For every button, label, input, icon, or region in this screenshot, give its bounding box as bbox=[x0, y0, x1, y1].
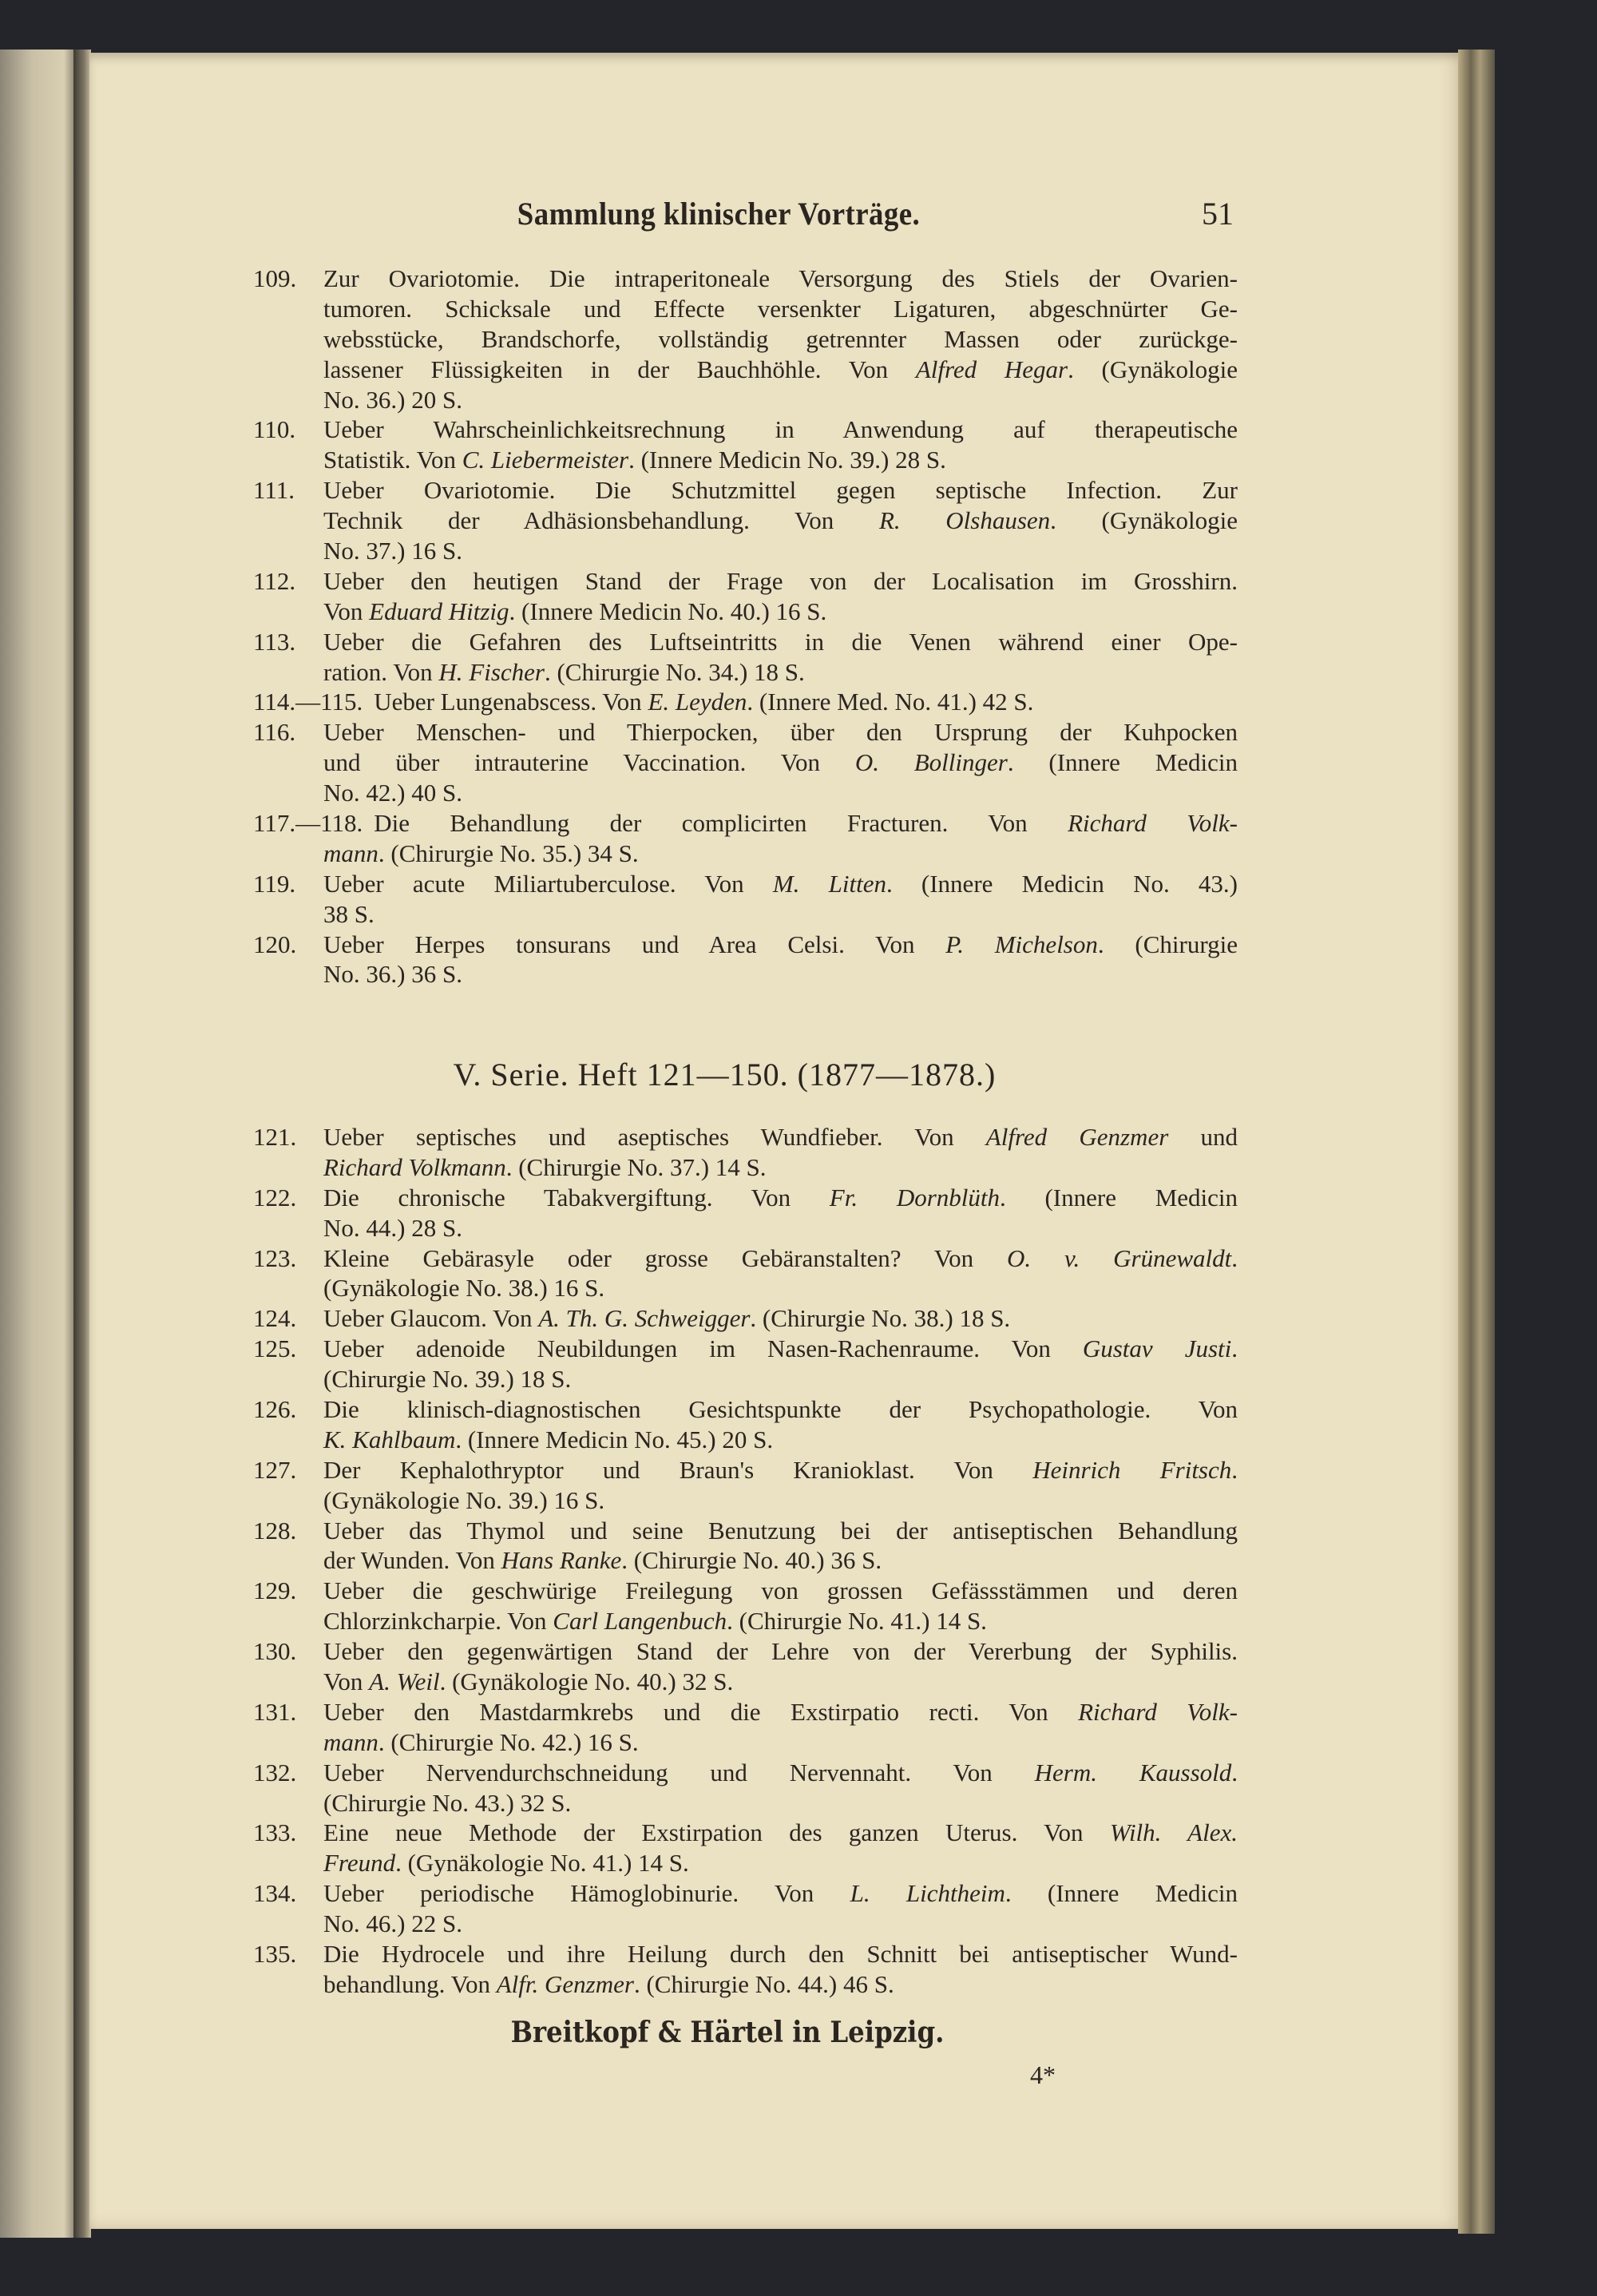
entry-text: . (Innere Medicin bbox=[1005, 1879, 1238, 1908]
entry-line bbox=[253, 414, 1238, 445]
entry-text: No. 36.) 36 S. bbox=[323, 960, 462, 989]
list-entry bbox=[253, 1818, 1238, 1878]
entry-text: Zur Ovariotomie. Die intraperitoneale Versorgung des Stiels der Ovarien- bbox=[323, 264, 1238, 292]
entry-text: . (Gynäkologie No. 40.) 32 S. bbox=[439, 1667, 734, 1696]
entry-text: und über intrauterine Vaccination. Von bbox=[323, 748, 855, 777]
entry-text: . bbox=[1231, 1455, 1238, 1484]
entry-text: Ueber adenoide Neubildungen im Nasen-Rachenraume. Von bbox=[323, 1334, 1083, 1363]
entry-text: . (Chirurgie No. 41.) 14 S. bbox=[727, 1607, 987, 1636]
author-name: Alfr. Genzmer bbox=[496, 1969, 634, 1998]
entry-line bbox=[253, 1606, 1238, 1636]
entry-text: . bbox=[1231, 1758, 1238, 1786]
list-entry bbox=[253, 1758, 1238, 1818]
author-name: O. Bollinger bbox=[854, 748, 1008, 777]
author-name: Fr. Dornblüth bbox=[829, 1183, 1001, 1211]
entry-text: Statistik. Von bbox=[323, 446, 462, 474]
publisher-imprint: Breitkopf & Härtel in Leipzig. bbox=[510, 2016, 945, 2049]
entry-text: Die Behandlung der complicirten Fracturen. Von bbox=[374, 809, 1068, 838]
entry-line bbox=[253, 1636, 1238, 1667]
entry-text: . (Innere Medicin No. 45.) 20 S. bbox=[455, 1425, 774, 1453]
entry-text: ration. Von bbox=[323, 657, 439, 686]
entry-text: No. 46.) 22 S. bbox=[323, 1909, 462, 1938]
author-name: Herm. Kaussold bbox=[1034, 1758, 1232, 1786]
entry-text: 38 S. bbox=[323, 899, 374, 928]
entry-number: 131. bbox=[253, 1697, 297, 1726]
list-entry bbox=[253, 717, 1238, 808]
list-entry bbox=[253, 1303, 1238, 1334]
entry-line bbox=[253, 1545, 1238, 1576]
list-entry bbox=[253, 414, 1238, 475]
list-entry bbox=[253, 1697, 1238, 1758]
entry-text: . (Innere Med. No. 41.) 42 S. bbox=[747, 688, 1034, 716]
entry-number: 119. bbox=[253, 869, 296, 898]
author-name: A. Weil bbox=[369, 1667, 440, 1696]
entry-number: 109. bbox=[253, 264, 297, 292]
author-name: mann bbox=[323, 839, 378, 867]
entry-line bbox=[253, 264, 1238, 294]
entry-number: 125. bbox=[253, 1334, 297, 1363]
entry-line bbox=[253, 869, 1238, 899]
entry-number: 112. bbox=[253, 566, 296, 595]
entry-number: 113. bbox=[253, 627, 296, 656]
entry-number: 134. bbox=[253, 1879, 297, 1908]
entry-text: websstücke, Brandschorfe, vollständig getrennter Massen oder zurückge- bbox=[323, 324, 1238, 353]
author-name: O. v. Grünewaldt bbox=[1007, 1243, 1232, 1272]
entry-line bbox=[253, 506, 1238, 536]
entry-text: Chlorzinkcharpie. Von bbox=[323, 1607, 553, 1636]
entry-line bbox=[253, 1848, 1238, 1878]
entry-text: . bbox=[1231, 1334, 1238, 1363]
entry-text: Von bbox=[323, 1667, 370, 1696]
entry-line bbox=[253, 1969, 1238, 2000]
entry-line bbox=[253, 355, 1238, 385]
entry-text: Ueber Wahrscheinlichkeitsrechnung in Anwendung auf therapeutische bbox=[323, 415, 1238, 444]
entry-line bbox=[253, 536, 1238, 566]
book-gutter bbox=[73, 50, 91, 2238]
entry-line bbox=[253, 294, 1238, 324]
entry-line bbox=[253, 1939, 1238, 1969]
entry-text: . (Innere Medicin bbox=[1007, 748, 1238, 777]
entry-line bbox=[253, 324, 1238, 355]
entry-line bbox=[253, 1818, 1238, 1848]
entry-line bbox=[253, 687, 1238, 717]
list-entry bbox=[253, 1394, 1238, 1455]
list-entry bbox=[253, 1243, 1238, 1304]
entry-number: 127. bbox=[253, 1455, 297, 1484]
entry-line bbox=[253, 627, 1238, 657]
entry-text: . (Innere Medicin bbox=[1000, 1183, 1238, 1211]
entry-text: und bbox=[1168, 1123, 1238, 1151]
entry-text: . (Chirurgie No. 34.) 18 S. bbox=[544, 657, 805, 686]
list-entry bbox=[253, 869, 1238, 930]
page-stack-edge bbox=[1458, 50, 1495, 2234]
entry-line bbox=[253, 930, 1238, 960]
entry-line bbox=[253, 1303, 1238, 1334]
entry-line bbox=[253, 1909, 1238, 1939]
entry-line bbox=[253, 1455, 1238, 1485]
author-name: R. Olshausen bbox=[878, 506, 1051, 535]
author-name: Gustav Justi bbox=[1082, 1334, 1232, 1363]
entry-line bbox=[253, 1183, 1238, 1213]
author-name: Richard Volk- bbox=[1078, 1697, 1238, 1726]
entry-text: Ueber die Gefahren des Luftseintritts in die Venen während einer Ope- bbox=[323, 627, 1238, 656]
entry-text: Die Hydrocele und ihre Heilung durch den Schnitt bei antiseptischer Wund- bbox=[323, 1940, 1238, 1969]
entry-number: 130. bbox=[253, 1637, 297, 1666]
entry-number: 129. bbox=[253, 1576, 297, 1605]
entry-line bbox=[253, 385, 1238, 415]
entry-number: 120. bbox=[253, 930, 297, 958]
author-name: Hans Ranke bbox=[501, 1546, 622, 1575]
author-name: Carl Langenbuch bbox=[553, 1607, 727, 1636]
author-name: Wilh. Alex. bbox=[1109, 1818, 1238, 1847]
list-entry bbox=[253, 1878, 1238, 1939]
entry-number: 128. bbox=[253, 1516, 297, 1545]
entry-number: 117.—118. bbox=[253, 809, 363, 838]
list-entry bbox=[253, 1183, 1238, 1243]
entry-text: (Chirurgie No. 39.) 18 S. bbox=[323, 1365, 572, 1394]
page-number: 51 bbox=[1202, 196, 1234, 232]
entry-text: Ueber den Mastdarmkrebs und die Exstirpatio recti. Von bbox=[323, 1697, 1079, 1726]
entry-line bbox=[253, 1516, 1238, 1546]
entry-number: 133. bbox=[253, 1818, 297, 1847]
entry-number: 124. bbox=[253, 1304, 297, 1333]
entry-line bbox=[253, 1485, 1238, 1516]
entry-text: (Chirurgie No. 43.) 32 S. bbox=[323, 1788, 572, 1817]
entry-number: 122. bbox=[253, 1183, 297, 1211]
entry-line bbox=[253, 1697, 1238, 1727]
list-entry bbox=[253, 1636, 1238, 1697]
author-name: K. Kahlbaum bbox=[323, 1425, 456, 1453]
entry-text: . (Chirurgie No. 38.) 18 S. bbox=[750, 1304, 1011, 1333]
list-entry bbox=[253, 808, 1238, 869]
author-name: Alfred Hegar bbox=[915, 355, 1068, 383]
entry-line bbox=[253, 1152, 1238, 1183]
entry-text: Ueber periodische Hämoglobinurie. Von bbox=[323, 1879, 850, 1908]
entry-text: . (Gynäkologie bbox=[1068, 355, 1238, 383]
entry-number: 135. bbox=[253, 1940, 297, 1969]
entry-line bbox=[253, 1727, 1238, 1758]
entry-line bbox=[253, 657, 1238, 688]
entry-text: . (Chirurgie bbox=[1097, 930, 1238, 958]
entry-text: Ueber Nervendurchschneidung und Nervennaht. Von bbox=[323, 1758, 1035, 1786]
entry-text: (Gynäkologie No. 38.) 16 S. bbox=[323, 1274, 605, 1303]
entry-number: 110. bbox=[253, 415, 296, 444]
list-entry bbox=[253, 1455, 1238, 1516]
list-entry bbox=[253, 1122, 1238, 1183]
entry-line bbox=[253, 717, 1238, 747]
entry-text: Ueber acute Miliartuberculose. Von bbox=[323, 869, 773, 898]
entry-line bbox=[253, 959, 1238, 989]
entry-text: . bbox=[1231, 1243, 1238, 1272]
entry-text: . (Innere Medicin No. 43.) bbox=[886, 869, 1238, 898]
entry-line bbox=[253, 475, 1238, 506]
author-name: Richard Volkmann bbox=[323, 1152, 506, 1181]
entry-line bbox=[253, 1667, 1238, 1697]
entry-text: No. 44.) 28 S. bbox=[323, 1213, 462, 1242]
running-header: Sammlung klinischer Vorträge. bbox=[517, 196, 921, 232]
entry-list-series-5 bbox=[253, 1122, 1238, 2000]
entry-text: Ueber Menschen- und Thierpocken, über den Ursprung der Kuhpocken bbox=[323, 718, 1238, 747]
entry-text: Der Kephalothryptor und Braun's Kranioklast. Von bbox=[323, 1455, 1033, 1484]
section-heading: V. Serie. Heft 121—150. (1877—1878.) bbox=[453, 1057, 997, 1092]
author-name: Freund bbox=[323, 1849, 396, 1878]
entry-text: lassener Flüssigkeiten in der Bauchhöhle. Von bbox=[323, 355, 916, 383]
entry-text: . (Chirurgie No. 42.) 16 S. bbox=[378, 1727, 639, 1756]
author-name: L. Lichtheim bbox=[850, 1879, 1005, 1908]
author-name: C. Liebermeister bbox=[462, 446, 629, 474]
author-name: Richard Volk- bbox=[1068, 809, 1238, 838]
entry-text: Die chronische Tabakvergiftung. Von bbox=[323, 1183, 830, 1211]
entry-line bbox=[253, 445, 1238, 475]
entry-line bbox=[253, 1394, 1238, 1425]
entry-text: Ueber Ovariotomie. Die Schutzmittel gegen septische Infection. Zur bbox=[323, 476, 1238, 505]
entry-text: Ueber das Thymol und seine Benutzung bei der antiseptischen Behandlung bbox=[323, 1516, 1238, 1545]
entry-line bbox=[253, 1425, 1238, 1455]
entry-number: 114.—115. bbox=[253, 688, 363, 716]
author-name: mann bbox=[323, 1727, 378, 1756]
entry-text: Von bbox=[323, 597, 370, 625]
entry-text: Ueber Lungenabscess. Von bbox=[374, 688, 648, 716]
entry-line bbox=[253, 597, 1238, 627]
entry-text: . (Chirurgie No. 40.) 36 S. bbox=[621, 1546, 882, 1575]
entry-number: 116. bbox=[253, 718, 296, 747]
list-entry bbox=[253, 1516, 1238, 1576]
entry-text: der Wunden. Von bbox=[323, 1546, 501, 1575]
entry-text: No. 37.) 16 S. bbox=[323, 537, 462, 565]
entry-text: . (Innere Medicin No. 40.) 16 S. bbox=[509, 597, 827, 625]
entry-text: (Gynäkologie No. 39.) 16 S. bbox=[323, 1485, 605, 1514]
list-entry bbox=[253, 566, 1238, 627]
list-entry bbox=[253, 1576, 1238, 1636]
entry-number: 126. bbox=[253, 1395, 297, 1424]
entry-line bbox=[253, 1243, 1238, 1274]
previous-page-edge bbox=[0, 50, 80, 2238]
entry-line bbox=[253, 1364, 1238, 1394]
entry-text: . (Chirurgie No. 35.) 34 S. bbox=[378, 839, 639, 867]
entry-text: . (Chirurgie No. 44.) 46 S. bbox=[633, 1969, 894, 1998]
entry-text: No. 36.) 20 S. bbox=[323, 385, 462, 414]
author-name: M. Litten bbox=[772, 869, 886, 898]
entry-number: 123. bbox=[253, 1243, 297, 1272]
entry-line bbox=[253, 747, 1238, 778]
entry-line bbox=[253, 1334, 1238, 1364]
entry-text: Ueber die geschwürige Freilegung von grossen Gefässstämmen und deren bbox=[323, 1576, 1238, 1605]
author-name: Eduard Hitzig bbox=[369, 597, 509, 625]
author-name: Heinrich Fritsch bbox=[1032, 1455, 1232, 1484]
author-name: Alfred Genzmer bbox=[985, 1123, 1169, 1151]
entry-text: Die klinisch-diagnostischen Gesichtspunkte der Psychopathologie. Von bbox=[323, 1395, 1238, 1424]
entry-text: Ueber Glaucom. Von bbox=[323, 1304, 539, 1333]
entry-line bbox=[253, 1788, 1238, 1818]
entry-line bbox=[253, 1576, 1238, 1606]
entry-line bbox=[253, 1122, 1238, 1152]
author-name: E. Leyden bbox=[648, 688, 747, 716]
entry-text: Ueber septisches und aseptisches Wundfieber. Von bbox=[323, 1123, 986, 1151]
entry-line bbox=[253, 1273, 1238, 1303]
entry-text: No. 42.) 40 S. bbox=[323, 779, 462, 807]
entry-text: Ueber den heutigen Stand der Frage von der Localisation im Grosshirn. bbox=[323, 566, 1238, 595]
entry-text: . (Gynäkologie No. 41.) 14 S. bbox=[395, 1849, 689, 1878]
list-entry bbox=[253, 930, 1238, 990]
entry-line bbox=[253, 808, 1238, 839]
list-entry bbox=[253, 1939, 1238, 2000]
entry-line bbox=[253, 1758, 1238, 1788]
author-name: A. Th. G. Schweigger bbox=[538, 1304, 751, 1333]
entry-line bbox=[253, 839, 1238, 869]
entry-number: 121. bbox=[253, 1123, 297, 1151]
list-entry bbox=[253, 627, 1238, 688]
entry-text: Ueber den gegenwärtigen Stand der Lehre von der Vererbung der Syphilis. bbox=[323, 1637, 1238, 1666]
entry-text: behandlung. Von bbox=[323, 1969, 497, 1998]
list-entry bbox=[253, 264, 1238, 414]
author-name: H. Fischer bbox=[438, 657, 545, 686]
entry-text: . (Innere Medicin No. 39.) 28 S. bbox=[628, 446, 946, 474]
entry-text: tumoren. Schicksale und Effecte versenkter Ligaturen, abgeschnürter Ge- bbox=[323, 294, 1238, 323]
entry-line bbox=[253, 1878, 1238, 1909]
entry-list-series-4 bbox=[253, 264, 1238, 989]
list-entry bbox=[253, 475, 1238, 566]
entry-text: Technik der Adhäsionsbehandlung. Von bbox=[323, 506, 879, 535]
entry-line bbox=[253, 566, 1238, 597]
entry-text: Ueber Herpes tonsurans und Area Celsi. Von bbox=[323, 930, 946, 958]
list-entry bbox=[253, 1334, 1238, 1394]
list-entry bbox=[253, 687, 1238, 717]
entry-line bbox=[253, 899, 1238, 930]
entry-text: Eine neue Methode der Exstirpation des ganzen Uterus. Von bbox=[323, 1818, 1110, 1847]
entry-text: . (Chirurgie No. 37.) 14 S. bbox=[505, 1152, 767, 1181]
entry-text: . (Gynäkologie bbox=[1050, 506, 1238, 535]
entry-line bbox=[253, 778, 1238, 808]
entry-text: Kleine Gebärasyle oder grosse Gebäranstalten? Von bbox=[323, 1243, 1008, 1272]
signature-mark: 4* bbox=[1030, 2060, 1056, 2089]
author-name: P. Michelson bbox=[945, 930, 1098, 958]
entry-number: 111. bbox=[253, 476, 295, 505]
entry-number: 132. bbox=[253, 1758, 297, 1786]
entry-line bbox=[253, 1213, 1238, 1243]
